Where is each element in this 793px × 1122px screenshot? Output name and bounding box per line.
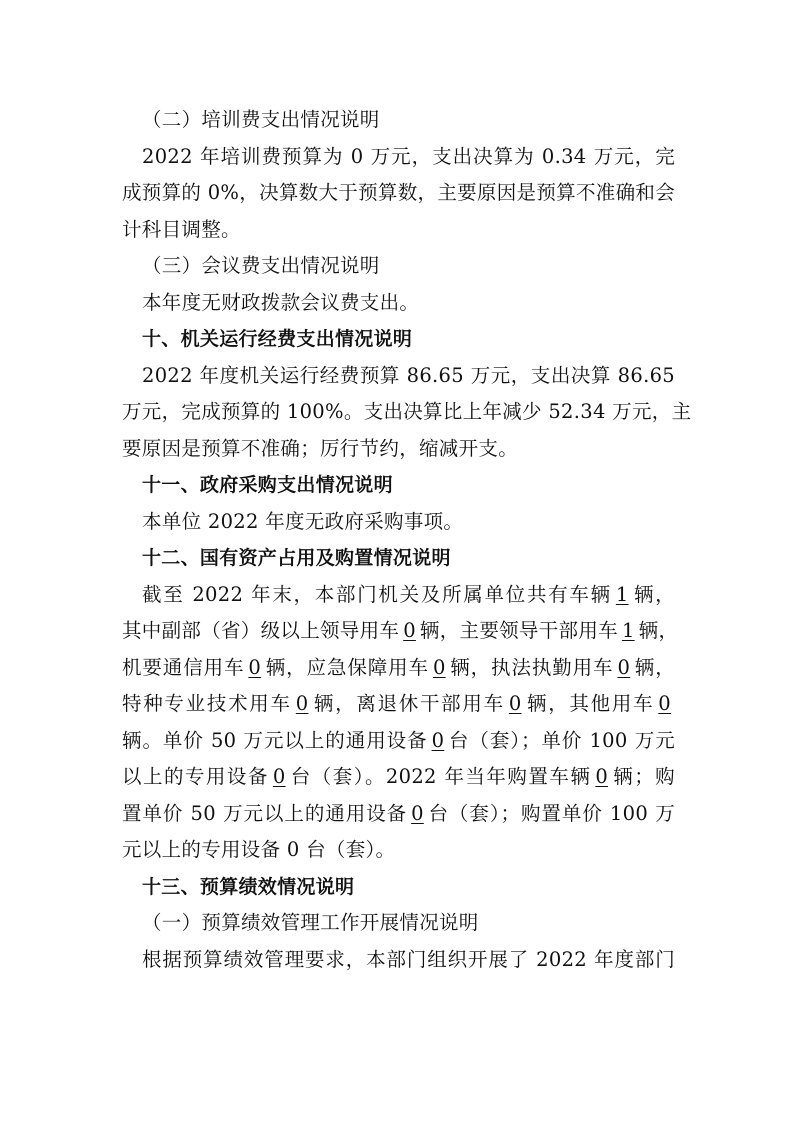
assets-paragraph-line-1: 截至 2022 年末，本部门机关及所属单位共有车辆 1 辆， xyxy=(142,582,675,606)
training-paragraph-line-3: 计科目调整。 xyxy=(122,217,241,241)
operation-paragraph-line-2: 万元，完成预算的 100%。支出决算比上年减少 52.34 万元，主 xyxy=(122,400,692,423)
confidential-comm-vehicle-value: 0 xyxy=(248,655,262,679)
special-equipment-value: 0 xyxy=(272,765,286,788)
purchased-vehicle-value: 0 xyxy=(595,765,609,788)
senior-leader-vehicle-value: 0 xyxy=(403,619,416,642)
assets-section-heading: 十二、国有资产占用及购置情况说明 xyxy=(142,547,451,569)
assets-paragraph-line-6: 以上的专用设备 0 台（套）。2022 年当年购置车辆 0 辆；购 xyxy=(122,765,675,788)
performance-paragraph-line-1: 根据预算绩效管理要求，本部门组织开展了 2022 年度部门 xyxy=(142,947,675,971)
operation-paragraph-line-1: 2022 年度机关运行经费预算 86.65 万元，支出决算 86.65 xyxy=(142,363,675,387)
meeting-paragraph-line-1: 本年度无财政拨款会议费支出。 xyxy=(142,290,420,314)
assets-paragraph-line-5: 辆。单价 50 万元以上的通用设备 0 台（套）；单价 100 万元 xyxy=(122,728,675,752)
performance-section-heading: 十三、预算绩效情况说明 xyxy=(142,875,355,898)
training-section-title: （二）培训费支出情况说明 xyxy=(142,108,380,131)
main-leader-vehicle-value: 1 xyxy=(621,619,635,642)
procurement-paragraph-line-1: 本单位 2022 年度无政府采购事项。 xyxy=(142,509,464,533)
retired-cadre-vehicle-value: 0 xyxy=(508,692,522,715)
performance-subsection-title: （一）预算绩效管理工作开展情况说明 xyxy=(142,911,479,934)
assets-paragraph-line-4: 特种专业技术用车 0 辆，离退休干部用车 0 辆，其他用车 0 xyxy=(122,686,675,723)
operation-paragraph-line-3: 要原因是预算不准确；厉行节约，缩减开支。 xyxy=(122,436,519,460)
vehicle-total-value: 1 xyxy=(615,582,629,606)
emergency-vehicle-value: 0 xyxy=(432,655,446,679)
meeting-section-title: （三）会议费支出情况说明 xyxy=(142,254,380,277)
procurement-section-heading: 十一、政府采购支出情况说明 xyxy=(142,474,393,496)
law-enforcement-vehicle-value: 0 xyxy=(617,655,631,679)
purchased-general-equipment-value: 0 xyxy=(411,801,424,825)
training-paragraph-line-2: 成预算的 0%，决算数大于预算数，主要原因是预算不准确和会 xyxy=(122,181,675,204)
assets-paragraph-line-8: 元以上的专用设备 0 台（套）。 xyxy=(122,838,396,861)
assets-paragraph-line-2: 其中副部（省）级以上领导用车 0 辆，主要领导干部用车 1 辆， xyxy=(122,619,679,642)
general-equipment-value: 0 xyxy=(431,728,445,752)
training-paragraph-line-1: 2022 年培训费预算为 0 万元，支出决算为 0.34 万元，完 xyxy=(142,144,675,168)
special-tech-vehicle-value: 0 xyxy=(295,692,309,715)
assets-paragraph-line-7: 置单价 50 万元以上的通用设备 0 台（套）；购置单价 100 万 xyxy=(122,801,675,825)
assets-paragraph-line-3: 机要通信用车 0 辆，应急保障用车 0 辆，执法执勤用车 0 辆， xyxy=(122,655,675,679)
operation-section-heading: 十、机关运行经费支出情况说明 xyxy=(142,328,413,350)
other-vehicle-value: 0 xyxy=(658,692,671,715)
